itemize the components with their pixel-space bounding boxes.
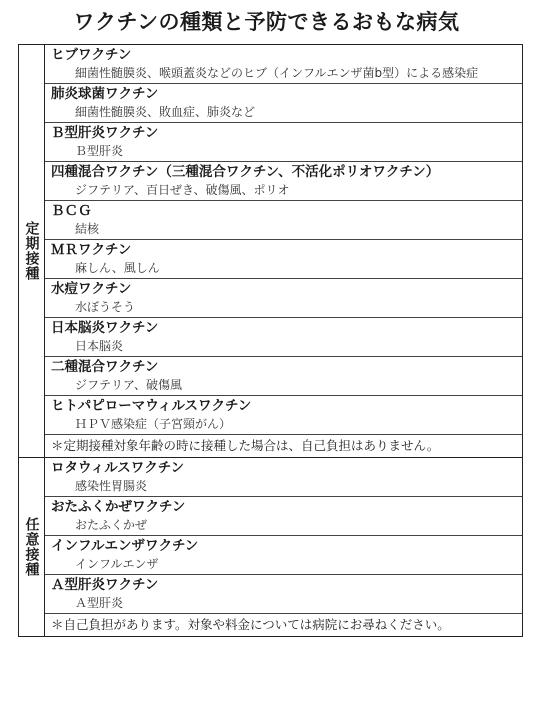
vaccine-disease: おたふくかぜ — [75, 518, 148, 532]
group-body-routine — [45, 45, 522, 457]
group-optional — [19, 458, 522, 636]
vaccine-disease: 感染性胃腸炎 — [75, 479, 148, 493]
group-body-optional — [45, 458, 522, 636]
vaccine-row — [45, 123, 522, 162]
vaccine-name: 肺炎球菌ワクチン — [51, 86, 159, 102]
vaccine-row — [45, 497, 522, 536]
vaccine-row — [45, 45, 522, 84]
group-note: ＊定期接種対象年齢の時に接種した場合は、自己負担はありません。 — [51, 438, 440, 453]
vaccine-disease: ジフテリア、破傷風 — [75, 378, 183, 392]
group-label-text: 定期接種 — [23, 221, 40, 281]
vaccine-row — [45, 396, 522, 435]
vaccine-name: 二種混合ワクチン — [51, 359, 159, 375]
vaccine-name: ヒブワクチン — [51, 47, 132, 63]
vaccine-disease: 細菌性髄膜炎、喉頭蓋炎などのヒブ（インフルエンザ菌b型）による感染症 — [75, 66, 479, 80]
group-routine — [19, 45, 522, 458]
group-note: ＊自己負担があります。対象や料金については病院にお尋ねください。 — [51, 617, 450, 632]
vaccine-row — [45, 458, 522, 497]
vaccine-name: ロタウィルスワクチン — [51, 460, 185, 476]
vaccine-name: 日本脳炎ワクチン — [51, 320, 159, 336]
vaccine-row — [45, 201, 522, 240]
group-label-routine — [19, 45, 45, 457]
vaccine-name: Ｂ型肝炎ワクチン — [51, 125, 159, 141]
vaccine-row — [45, 318, 522, 357]
page-title: ワクチンの種類と予防できるおもな病気 — [73, 10, 460, 34]
vaccine-disease: ジフテリア、百日ぜき、破傷風、ポリオ — [75, 183, 290, 197]
vaccine-disease: ＨＰＶ感染症（子宮頸がん） — [75, 417, 232, 431]
vaccine-name: ヒトパピローマウィルスワクチン — [51, 398, 252, 414]
vaccine-disease: 麻しん、風しん — [75, 261, 160, 275]
vaccine-disease: 結核 — [75, 222, 100, 236]
vaccine-name: 四種混合ワクチン（三種混合ワクチン、不活化ポリオワクチン） — [51, 164, 440, 180]
vaccine-row — [45, 240, 522, 279]
vaccine-table — [18, 44, 523, 637]
vaccine-row — [45, 357, 522, 396]
vaccine-name: おたふくかぜワクチン — [51, 499, 186, 515]
vaccine-disease: 細菌性髄膜炎、敗血症、肺炎など — [75, 105, 256, 119]
vaccine-row — [45, 575, 522, 614]
vaccine-name: インフルエンザワクチン — [51, 538, 199, 554]
vaccine-row — [45, 279, 522, 318]
vaccine-name: ＭＲワクチン — [51, 242, 132, 258]
vaccine-disease: 日本脳炎 — [75, 339, 124, 353]
vaccine-disease: Ｂ型肝炎 — [75, 144, 124, 158]
vaccine-disease: 水ぼうそう — [75, 300, 136, 314]
vaccine-name: Ａ型肝炎ワクチン — [51, 577, 159, 593]
vaccine-row — [45, 162, 522, 201]
vaccine-name: ＢＣＧ — [51, 203, 92, 219]
vaccine-disease: インフルエンザ — [75, 557, 159, 571]
group-label-text: 任意接種 — [23, 517, 40, 577]
vaccine-row — [45, 84, 522, 123]
vaccine-row — [45, 536, 522, 575]
vaccine-disease: Ａ型肝炎 — [75, 596, 124, 610]
group-label-optional — [19, 458, 45, 636]
vaccine-name: 水痘ワクチン — [51, 281, 132, 297]
